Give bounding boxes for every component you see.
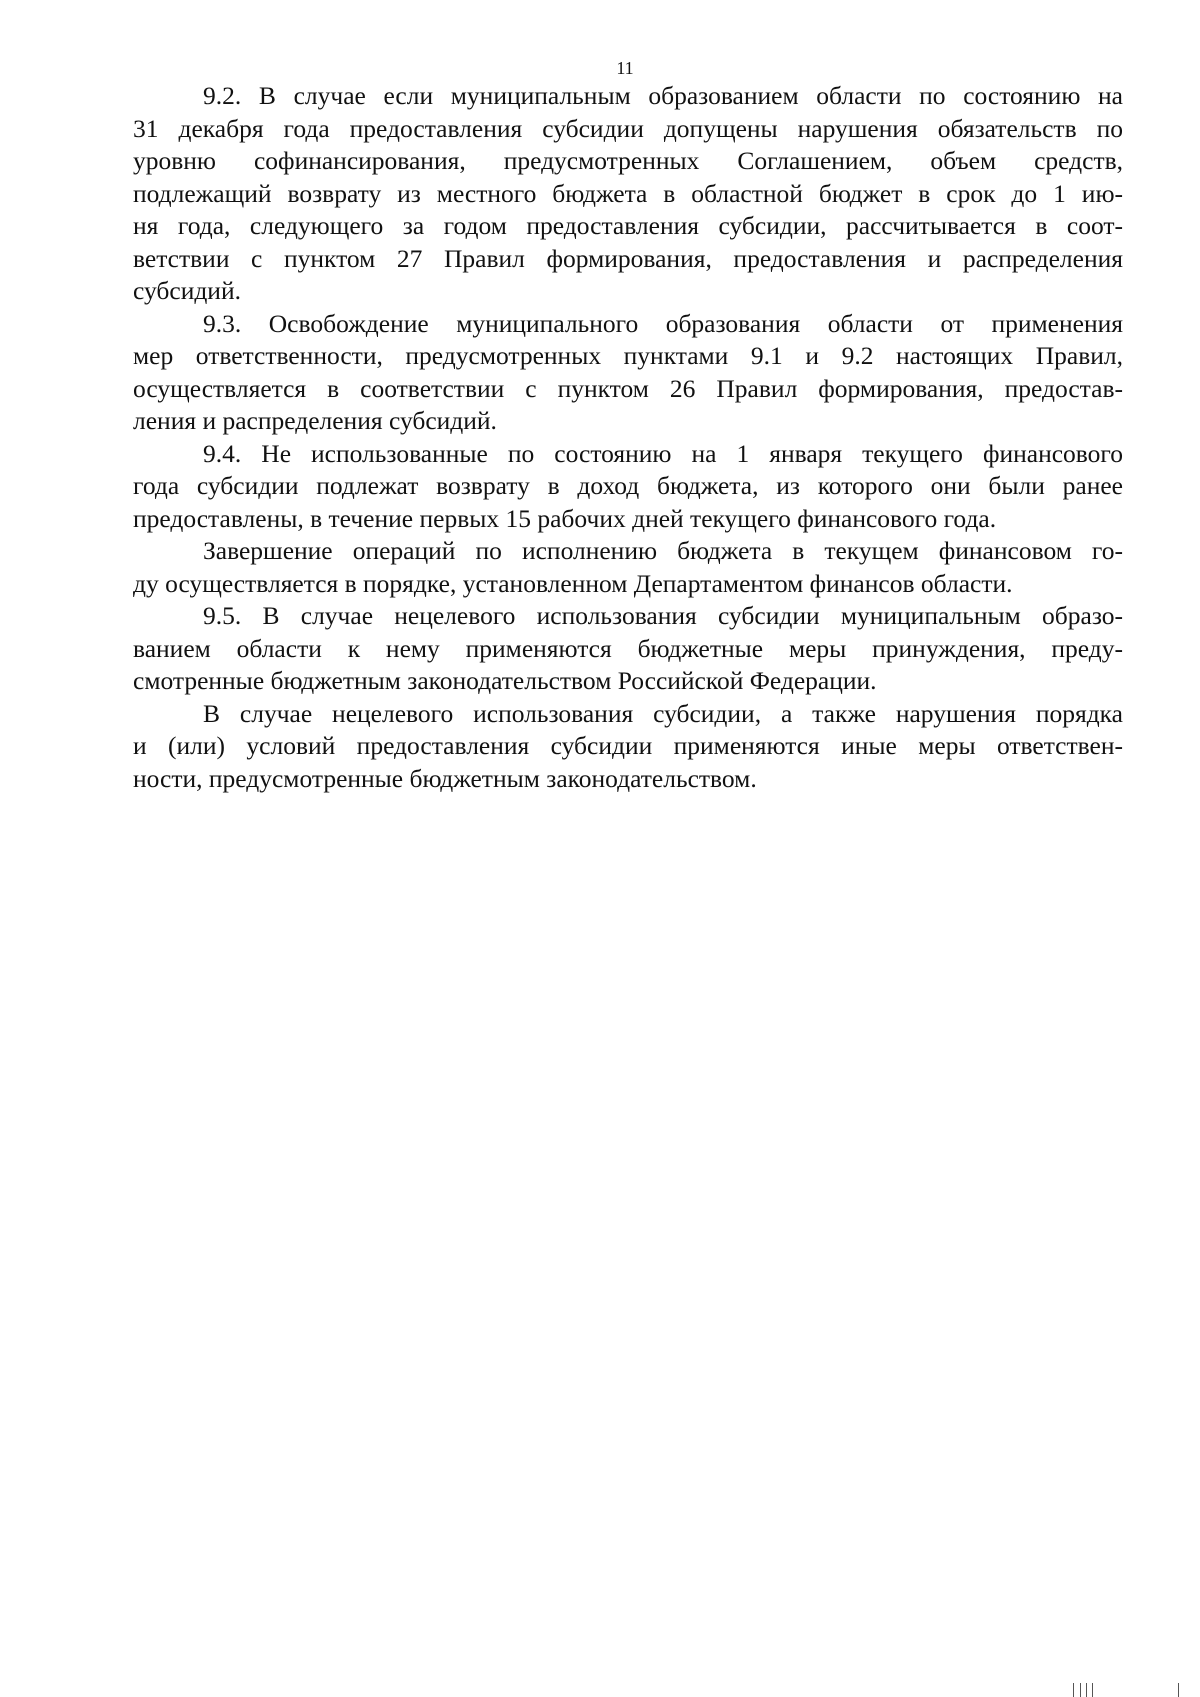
paragraph-9-5-continuation <box>133 698 1123 796</box>
scan-artifact <box>1178 1683 1179 1697</box>
page-number: 11 <box>616 58 634 78</box>
text-line: и (или) условий предоставления субсидии применяются иные меры ответствен- <box>133 731 1123 760</box>
paragraph-9-3 <box>133 308 1123 438</box>
text-line: ду осуществляется в порядке, установленном Департаментом финансов области. <box>133 568 1013 598</box>
document-body <box>133 80 1123 795</box>
text-line: 9.5. В случае нецелевого использования субсидии муниципальным образо- <box>203 601 1123 630</box>
text-line: ня года, следующего за годом предоставления субсидии, рассчитывается в соот- <box>133 211 1123 240</box>
paragraph-9-5 <box>133 600 1123 698</box>
text-line: В случае нецелевого использования субсидии, а также нарушения порядка <box>203 698 1123 728</box>
text-line: предоставлены, в течение первых 15 рабочих дней текущего финансового года. <box>133 503 997 533</box>
paragraph-9-4 <box>133 438 1123 536</box>
text-line: субсидий. <box>133 276 241 305</box>
text-line: 9.2. В случае если муниципальным образованием области по состоянию на <box>203 81 1123 110</box>
scan-artifact <box>1092 1683 1093 1697</box>
text-line: осуществляется в соответствии с пунктом 26 Правил формирования, предостав- <box>133 373 1123 403</box>
text-line: 9.4. Не использованные по состоянию на 1 января текущего финансового <box>203 438 1123 468</box>
text-line: смотренные бюджетным законодательством Российской Федерации. <box>133 666 877 695</box>
text-line: ванием области к нему применяются бюджетные меры принуждения, преду- <box>133 633 1123 663</box>
text-line: Завершение операций по исполнению бюджета в текущем финансовом го- <box>203 536 1123 565</box>
scan-artifact <box>1073 1683 1074 1697</box>
text-line: ления и распределения субсидий. <box>133 406 497 435</box>
text-line: 9.3. Освобождение муниципального образования области от применения <box>203 308 1123 338</box>
scan-artifact <box>1080 1683 1081 1697</box>
paragraph-9-2 <box>133 80 1123 308</box>
scan-artifact <box>1086 1683 1087 1697</box>
paragraph-9-4-continuation <box>133 535 1123 600</box>
text-line: ности, предусмотренные бюджетным законодательством. <box>133 763 757 793</box>
text-line: мер ответственности, предусмотренных пунктами 9.1 и 9.2 настоящих Правил, <box>133 341 1123 370</box>
text-line: ветствии с пунктом 27 Правил формирования, предоставления и распределения <box>133 243 1123 273</box>
text-line: года субсидии подлежат возврату в доход бюджета, из которого они были ранее <box>133 471 1123 500</box>
text-line: 31 декабря года предоставления субсидии допущены нарушения обязательств по <box>133 113 1123 143</box>
text-line: подлежащий возврату из местного бюджета в областной бюджет в срок до 1 ию- <box>133 178 1123 208</box>
text-line: уровню софинансирования, предусмотренных Соглашением, объем средств, <box>133 146 1123 175</box>
